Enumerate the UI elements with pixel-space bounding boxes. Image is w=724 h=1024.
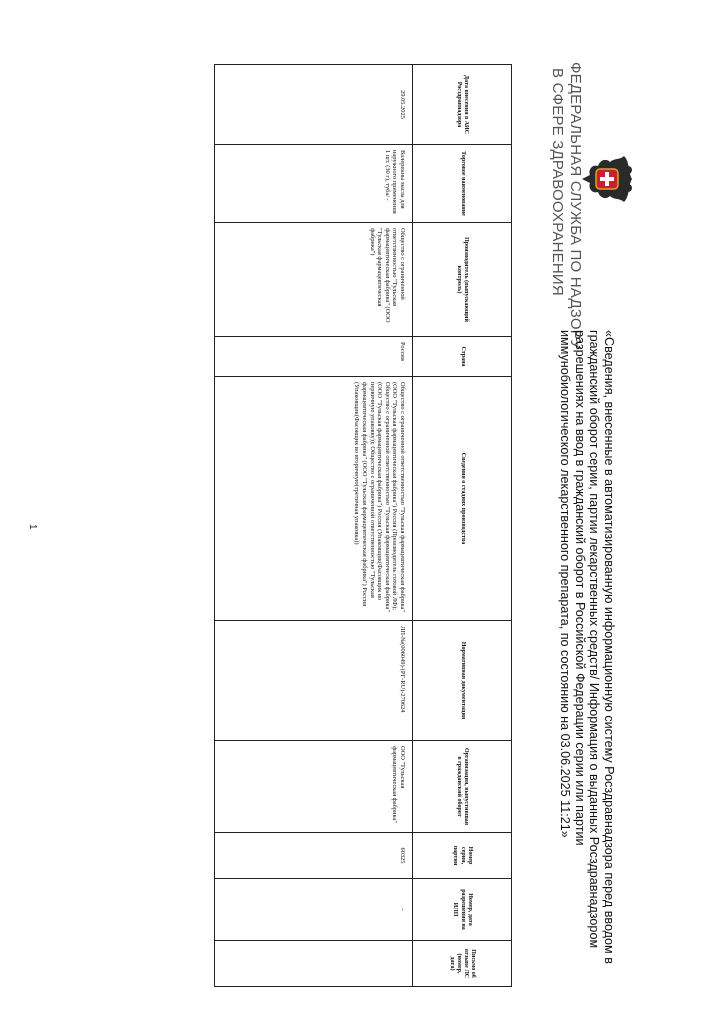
- document-title: «Сведения, внесенные в автоматизированную информационную систему Росздравнадзора перед вводом в гражданский оборот серии, партии лекарственных средств/ Информация о выданных Росздравнадзором разрешениях на ввод в гражданский оборот в Российской Федерации серии или партии иммунобиологического лекарственного препарата, по состоянию на 03.06.2025 11:21»: [558, 330, 616, 964]
- table-header-row: [413, 65, 512, 987]
- page-number: 1: [27, 524, 38, 530]
- column-header-trade-name: Торговое наименование: [413, 145, 512, 223]
- cell-trade-name: Валерианы масла для наружного применения 1 шт. (30 г), туба/ -: [215, 145, 413, 223]
- column-header-stages: Сведения о стадиях производства: [413, 377, 512, 621]
- organization-name-line1: ФЕДЕРАЛЬНАЯ СЛУЖБА ПО НАДЗОРУ: [567, 62, 584, 350]
- column-header-normdoc: Нормативная документация: [413, 621, 512, 741]
- cell-recall: [215, 941, 413, 987]
- cell-date: 29.05.2025: [215, 65, 413, 145]
- cell-organization: ООО "Тульская фармацевтическая фабрика": [215, 741, 413, 833]
- cell-permit: -: [215, 879, 413, 941]
- column-header-manufacturer: Производитель (выпускающий контроль): [413, 223, 512, 337]
- column-header-recall: Письмо об отзыве ЛС (номер, дата): [413, 941, 512, 987]
- cell-batch: 60325: [215, 833, 413, 879]
- column-header-batch: Номер серии, партии: [413, 833, 512, 879]
- cell-country: Россия: [215, 337, 413, 377]
- column-header-date: Дата внесения в АИС Росздравнадзора: [413, 65, 512, 145]
- column-header-country: Страна: [413, 337, 512, 377]
- cell-manufacturer: Общество с ограниченной ответственностью "Тульская фармацевтическая фабрика" (ООО "Тульская фармацевтическая фабрика"): [215, 223, 413, 337]
- organization-name-line2: В СФЕРЕ ЗДРАВООХРАНЕНИЯ: [549, 68, 566, 296]
- double-headed-eagle-emblem-icon: [576, 148, 638, 210]
- table-row: [215, 65, 413, 987]
- registry-table: [214, 64, 512, 987]
- organization-name: [548, 62, 584, 350]
- column-header-permit: Номер, дата разрешения на ИЛП: [413, 879, 512, 941]
- cell-stages: Общество с ограниченной ответственностью "Тульская фармацевтическая фабрика" (ООО "Тульская фармацевтическая фабрика") Россия (Производитель готовой ЛФ); Общество с ограниченной ответственностью "Тульская фармацевтическая фабрика" (ООО "Тульская фармацевтическая фабрика") Россия (Упаковщик(Фасовщик во первичную упаковку)); Общество с ограниченной ответственностью "Тульская фармацевтическая фабрика" (ООО "Тульская фармацевтическая фабрика") Россия (Упаковщик(Фасовщик вo вторичную(третичная упаковка)): [215, 377, 413, 621]
- column-header-organization: Организация, выпустившая в гражданский оборот: [413, 741, 512, 833]
- cell-normdoc: ЛП-№(006049)-(РГ-RU)-270624: [215, 621, 413, 741]
